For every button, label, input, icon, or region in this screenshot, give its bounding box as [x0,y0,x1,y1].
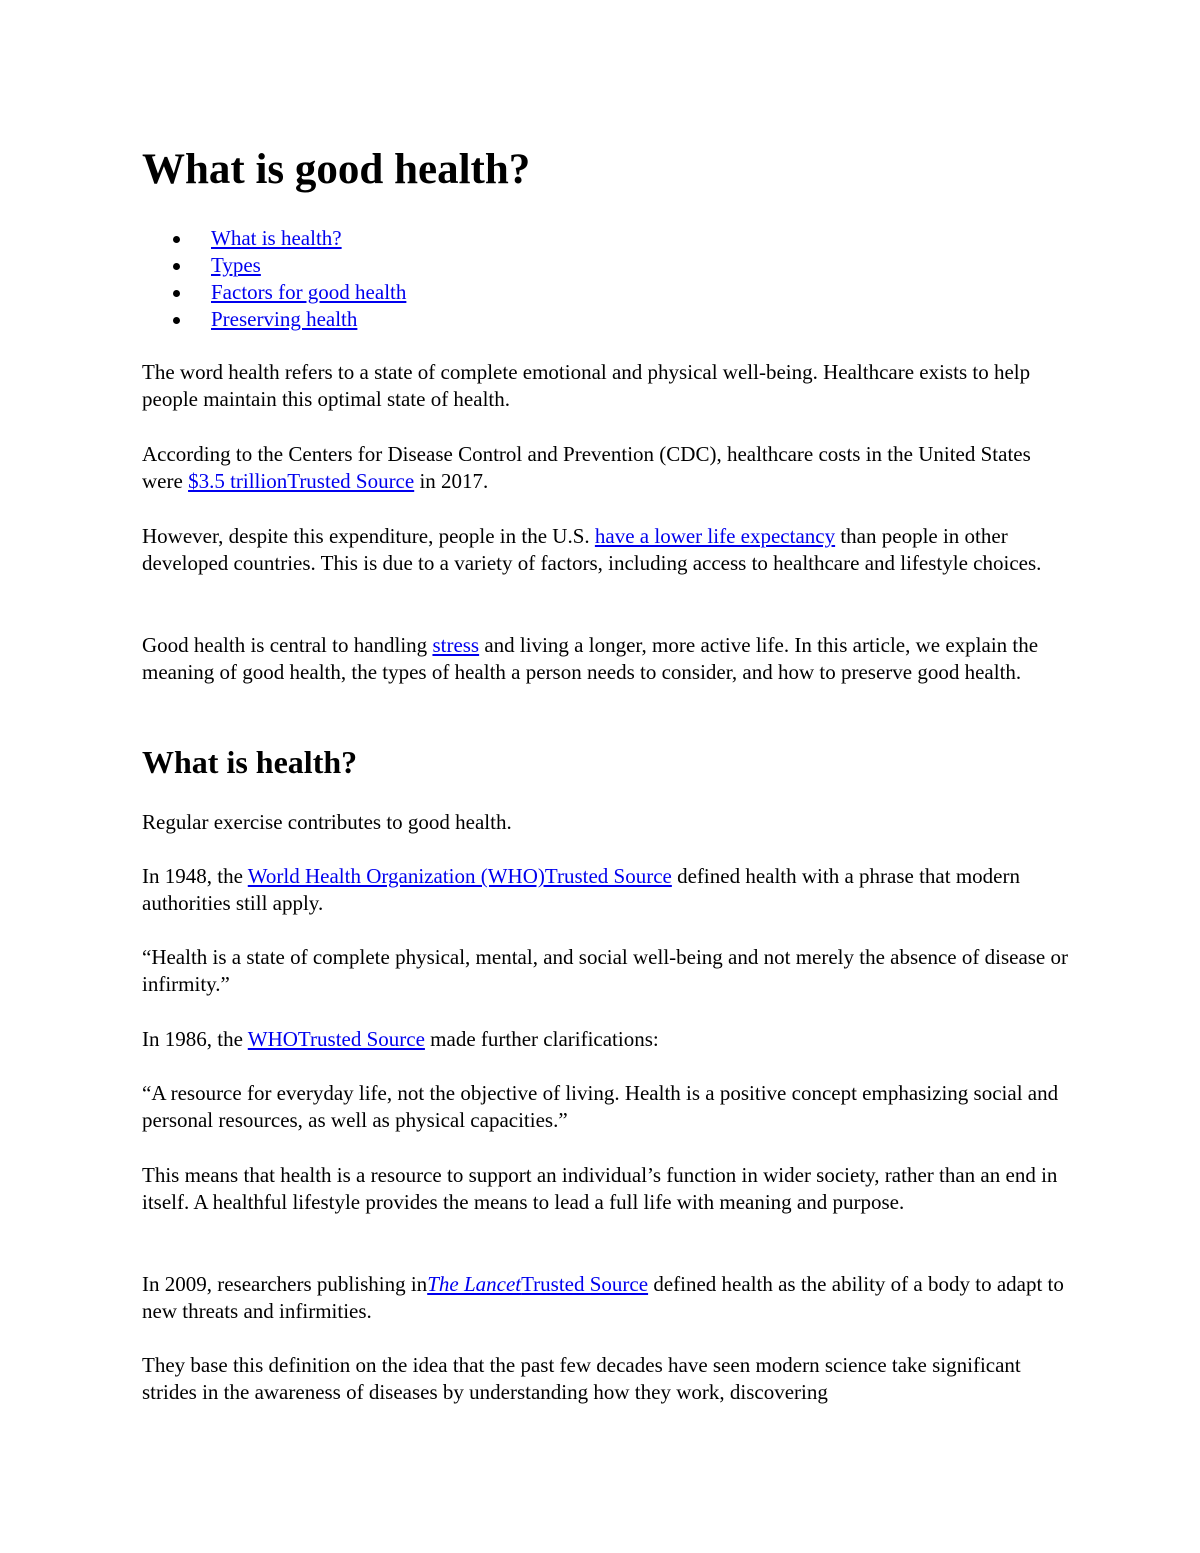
bullet-icon [173,290,180,297]
link-lancet-source[interactable] [427,1272,648,1296]
link-who-source[interactable]: World Health Organization (WHO)Trusted Source [247,864,672,888]
paragraph-definition: The word health refers to a state of complete emotional and physical well-being. Healthcare exists to help people maintain this optimal state of health. [142,360,1031,411]
paragraph-cdc-costs [142,441,1072,495]
text: made further clarifications: [424,1027,659,1051]
text: defined health as the ability of a body to adapt to new threats and infirmities. [142,1272,1064,1323]
paragraph-who-quote-1948: “Health is a state of complete physical, mental, and social well-being and not merely the absence of disease or infirmity.” [142,945,1068,996]
paragraph-lancet-2009 [142,1271,1072,1325]
link-text: Trusted Source [521,1272,649,1296]
paragraph-who-1986 [142,1026,1072,1053]
paragraph-modern-science: They base this definition on the idea that the past few decades have seen modern science take significant strides in the awareness of diseases by understanding how they work, discovering [142,1353,1021,1404]
bullet-icon [173,236,180,243]
link-stress[interactable]: stress [432,633,480,657]
text: defined health with a phrase that modern authorities still apply. [142,864,1020,915]
text: However, despite this expenditure, people in the U.S. [142,524,595,548]
paragraph-exercise: Regular exercise contributes to good health. [142,810,512,834]
toc-link-factors[interactable]: Factors for good health [211,280,407,304]
link-life-expectancy[interactable]: have a lower life expectancy [594,524,836,548]
link-cost-source[interactable]: $3.5 trillionTrusted Source [188,469,415,493]
paragraph-who-quote-1986: “A resource for everyday life, not the objective of living. Health is a positive concept emphasizing social and personal resources, as well as physical capacities.” [142,1081,1059,1132]
toc-link-preserving[interactable]: Preserving health [211,307,358,331]
bullet-icon [173,263,180,270]
paragraph-life-expectancy [142,523,1072,577]
text: In 1948, the [142,864,248,888]
paragraph-who-1948 [142,863,1072,917]
text: In 2009, researchers publishing in [142,1272,428,1296]
toc-link-types[interactable]: Types [211,253,261,277]
toc-link-what-is-health[interactable]: What is health? [211,226,342,250]
section-heading-what-is-health: What is health? [142,744,358,780]
journal-name: The Lancet [427,1272,522,1296]
text: in 2017. [414,469,489,493]
page-title: What is good health? [142,146,531,193]
text: and living a longer, more active life. In this article, we explain the meaning of good health, the types of health a person needs to consider, and how to preserve good health. [142,633,1039,684]
text: In 1986, the [142,1027,248,1051]
text: According to the Centers for Disease Control and Prevention (CDC), healthcare costs in the United States were [142,442,1031,493]
bullet-icon [173,317,180,324]
text: than people in other developed countries. This is due to a variety of factors, including access to healthcare and lifestyle choices. [142,524,1042,575]
paragraph-good-health [142,632,1072,686]
link-who-1986-source[interactable]: WHOTrusted Source [247,1027,425,1051]
paragraph-health-resource: This means that health is a resource to support an individual’s function in wider society, rather than an end in itself. A healthful lifestyle provides the means to lead a full life with meaning and purpose. [142,1163,1058,1214]
text: Good health is central to handling [142,633,433,657]
